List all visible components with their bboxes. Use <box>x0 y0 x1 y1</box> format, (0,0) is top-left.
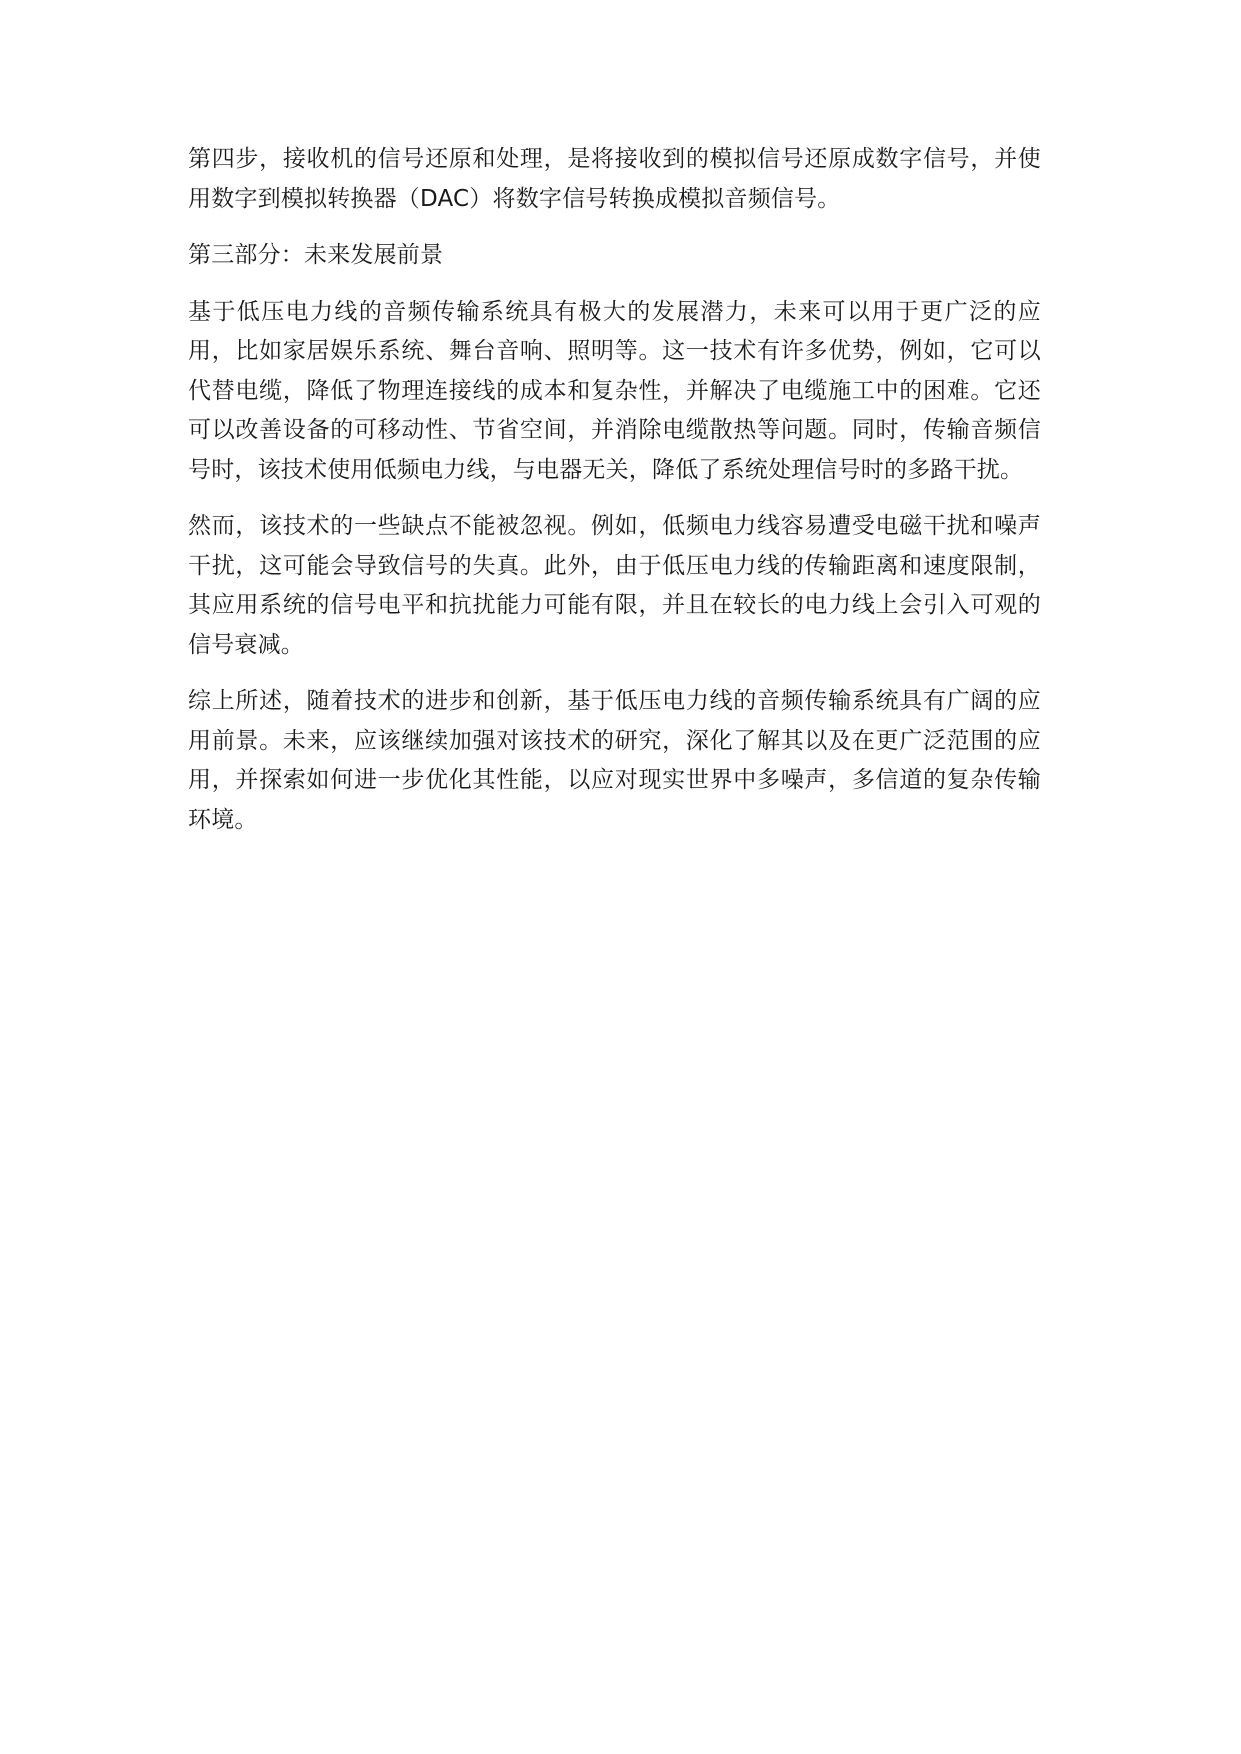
paragraph-drawbacks: 然而，该技术的一些缺点不能被忽视。例如，低频电力线容易遭受电磁干扰和噪声干扰，这可能会导致信号的失真。此外，由于低压电力线的传输距离和速度限制，其应用系统的信号电平和抗扰能力可能有限，并且在较长的电力线上会引入可观的信号衰减。 <box>188 513 1041 658</box>
document-body <box>188 140 1041 857</box>
paragraph-step-four: 第四步，接收机的信号还原和处理，是将接收到的模拟信号还原成数字信号，并使用数字到模拟转换器（DAC）将数字信号转换成模拟音频信号。 <box>188 146 1041 212</box>
paragraph-conclusion: 综上所述，随着技术的进步和创新，基于低压电力线的音频传输系统具有广阔的应用前景。未来，应该继续加强对该技术的研究，深化了解其以及在更广泛范围的应用，并探索如何进一步优化其性能，以应对现实世界中多噪声，多信道的复杂传输环境。 <box>188 688 1041 833</box>
section-heading: 第三部分：未来发展前景 <box>188 242 444 268</box>
paragraph-prospects: 基于低压电力线的音频传输系统具有极大的发展潜力，未来可以用于更广泛的应用，比如家居娱乐系统、舞台音响、照明等。这一技术有许多优势，例如，它可以代替电缆，降低了物理连接线的成本和复杂性，并解决了电缆施工中的困难。它还可以改善设备的可移动性、节省空间，并消除电缆散热等问题。同时，传输音频信号时，该技术使用低频电力线，与电器无关，降低了系统处理信号时的多路干扰。 <box>188 298 1041 483</box>
